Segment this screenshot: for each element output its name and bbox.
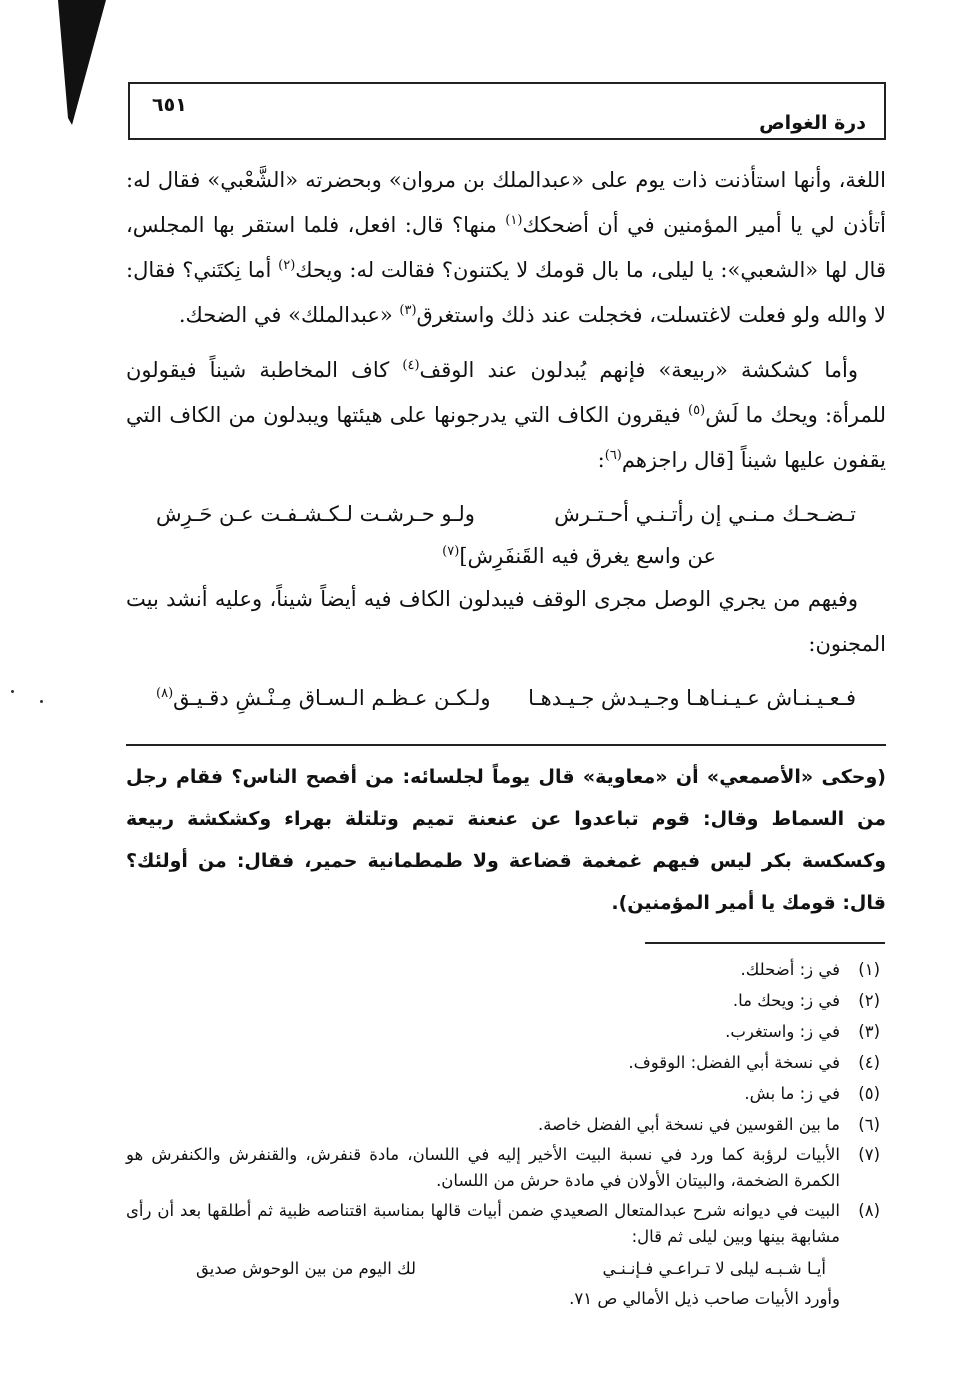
- paragraph-2: وأما كشكشة «ربيعة» فإنهم يُبدلون عند الوقف$^{(٤)}$ كاف المخاطبة شيناً فيقولون للمرأة: ويحك ما لَش$^{(٥)}$ فيقرون الكاف التي يدرجونها على هيئتها ويبدلون من الكاف التي يقفون عليها شيناً [قال راجزهم$^{(٦)}$:: [126, 358, 887, 472]
- section-divider: [126, 744, 886, 746]
- footnote-8-verse-first: أيـا شـبـه ليلى لا تـراعـي فـإنـنـي: [602, 1259, 826, 1278]
- footnote-ref-6: (٦): [604, 448, 622, 463]
- footnote-divider: [645, 942, 885, 944]
- footnote-2: (٢) في ز: ويحك ما.: [732, 991, 880, 1010]
- scan-dot: [40, 700, 43, 703]
- footnote-ref-7: (٧): [442, 544, 460, 559]
- footnote-ref-5: (٥): [688, 403, 706, 418]
- verse-2-second-hemistich: ولـكـن عـظـم الـسـاق مِـنْـشِ دقـيـق$^{(٨)}$: [156, 686, 491, 710]
- footnote-5: (٥) في ز: ما بش.: [744, 1084, 880, 1103]
- footnote-ref-2: (٢): [278, 258, 296, 273]
- footnote-4: (٤) في نسخة أبي الفضل: الوقوف.: [628, 1053, 880, 1072]
- verse-2: [126, 677, 886, 719]
- footnotes: [126, 954, 886, 1314]
- verse-1: [126, 493, 886, 535]
- commentary-block: [126, 756, 886, 924]
- main-text: [126, 158, 886, 719]
- book-title: درة الغواص: [759, 112, 866, 134]
- footnote-ref-8: (٨): [156, 686, 174, 701]
- footnote-ref-1: (١): [505, 213, 523, 228]
- footnote-ref-3: (٣): [399, 303, 417, 318]
- footnote-8-tail: وأورد الأبيات صاحب ذيل الأمالي ص ٧١.: [569, 1289, 840, 1308]
- verse-1-second-hemistich: ولـو حـرشـت لـكـشـفـت عـن حَـرِش: [156, 502, 475, 526]
- scan-edge-artifact: [58, 0, 108, 130]
- commentary-text: (وحكى «الأصمعي» أن «معاوية» قال يوماً لجلسائه: من أفصح الناس؟ فقام رجل من السماط وقال: قوم تباعدوا عن عنعنة تميم وتلتلة بهراء وكشكشة ربيعة وكسكسة بكر ليس فيهم غمغمة قضاعة ولا طمطمانية حمير، فقال: من أولئك؟ قال: قومك يا أمير المؤمنين).: [126, 766, 886, 914]
- footnote-3: (٣) في ز: واستغرب.: [725, 1022, 880, 1041]
- footnote-ref-4: (٤): [402, 358, 420, 373]
- footnote-8: (٨) البيت في ديوانه شرح عبدالمتعال الصعيدي ضمن أبيات قالها بمناسبة اقتناصه ظبية ثم أطلقها بعد أن رأى مشابهة بينها وبين ليلى ثم قال:: [126, 1201, 880, 1246]
- paragraph-3: وفيهم من يجري الوصل مجرى الوقف فيبدلون الكاف فيه أيضاً شيناً، وعليه أنشد بيت المجنون:: [126, 587, 886, 656]
- verse-1-first-hemistich: تـضـحـك مـنـي إن رأتـنـي أحـتـرش: [554, 502, 856, 526]
- footnote-8-verse-second: لك اليوم من بين الوحوش صديق: [196, 1259, 417, 1278]
- footnote-8-verse: [126, 1254, 826, 1284]
- running-header: [128, 82, 886, 140]
- page-number: ٦٥١: [152, 94, 187, 116]
- scan-dot: [11, 690, 14, 693]
- verse-2-first-hemistich: فـعـيـنـاش عـيـنـاهـا وجـيـدش جـيـدهـا: [528, 686, 856, 710]
- verse-1-continuation: عن واسع يغرق فيه القَنفَرِش]$^{(٧)}$: [442, 544, 716, 568]
- paragraph-1: اللغة، وأنها استأذنت ذات يوم على «عبدالملك بن مروان» وبحضرته «الشَّعْبي» فقال له: أتأذن لي يا أمير المؤمنين في أن أضحكك$^{(١)}$ منها؟ قال: افعل، فلما استقر بها المجلس، قال لها «الشعبي»: يا ليلى، ما بال قومك لا يكتنون؟ فقالت له: ويحك$^{(٢)}$ أما نِكتَني؟ فقال: لا والله ولو فعلت لاغتسلت، فخجلت عند ذلك واستغرق$^{(٣)}$ «عبدالملك» في الضحك.: [126, 168, 886, 327]
- footnote-1: (١) في ز: أضحلك.: [740, 960, 880, 979]
- footnote-7: (٧) الأبيات لرؤبة كما ورد في نسبة البيت الأخير إليه في اللسان، مادة قنفرش، والقنفرش والكنفرش هو الكمرة الضخمة، والبيتان الأولان في مادة حرش من اللسان.: [126, 1145, 880, 1190]
- footnote-6: (٦) ما بين القوسين في نسخة أبي الفضل خاصة.: [537, 1115, 880, 1134]
